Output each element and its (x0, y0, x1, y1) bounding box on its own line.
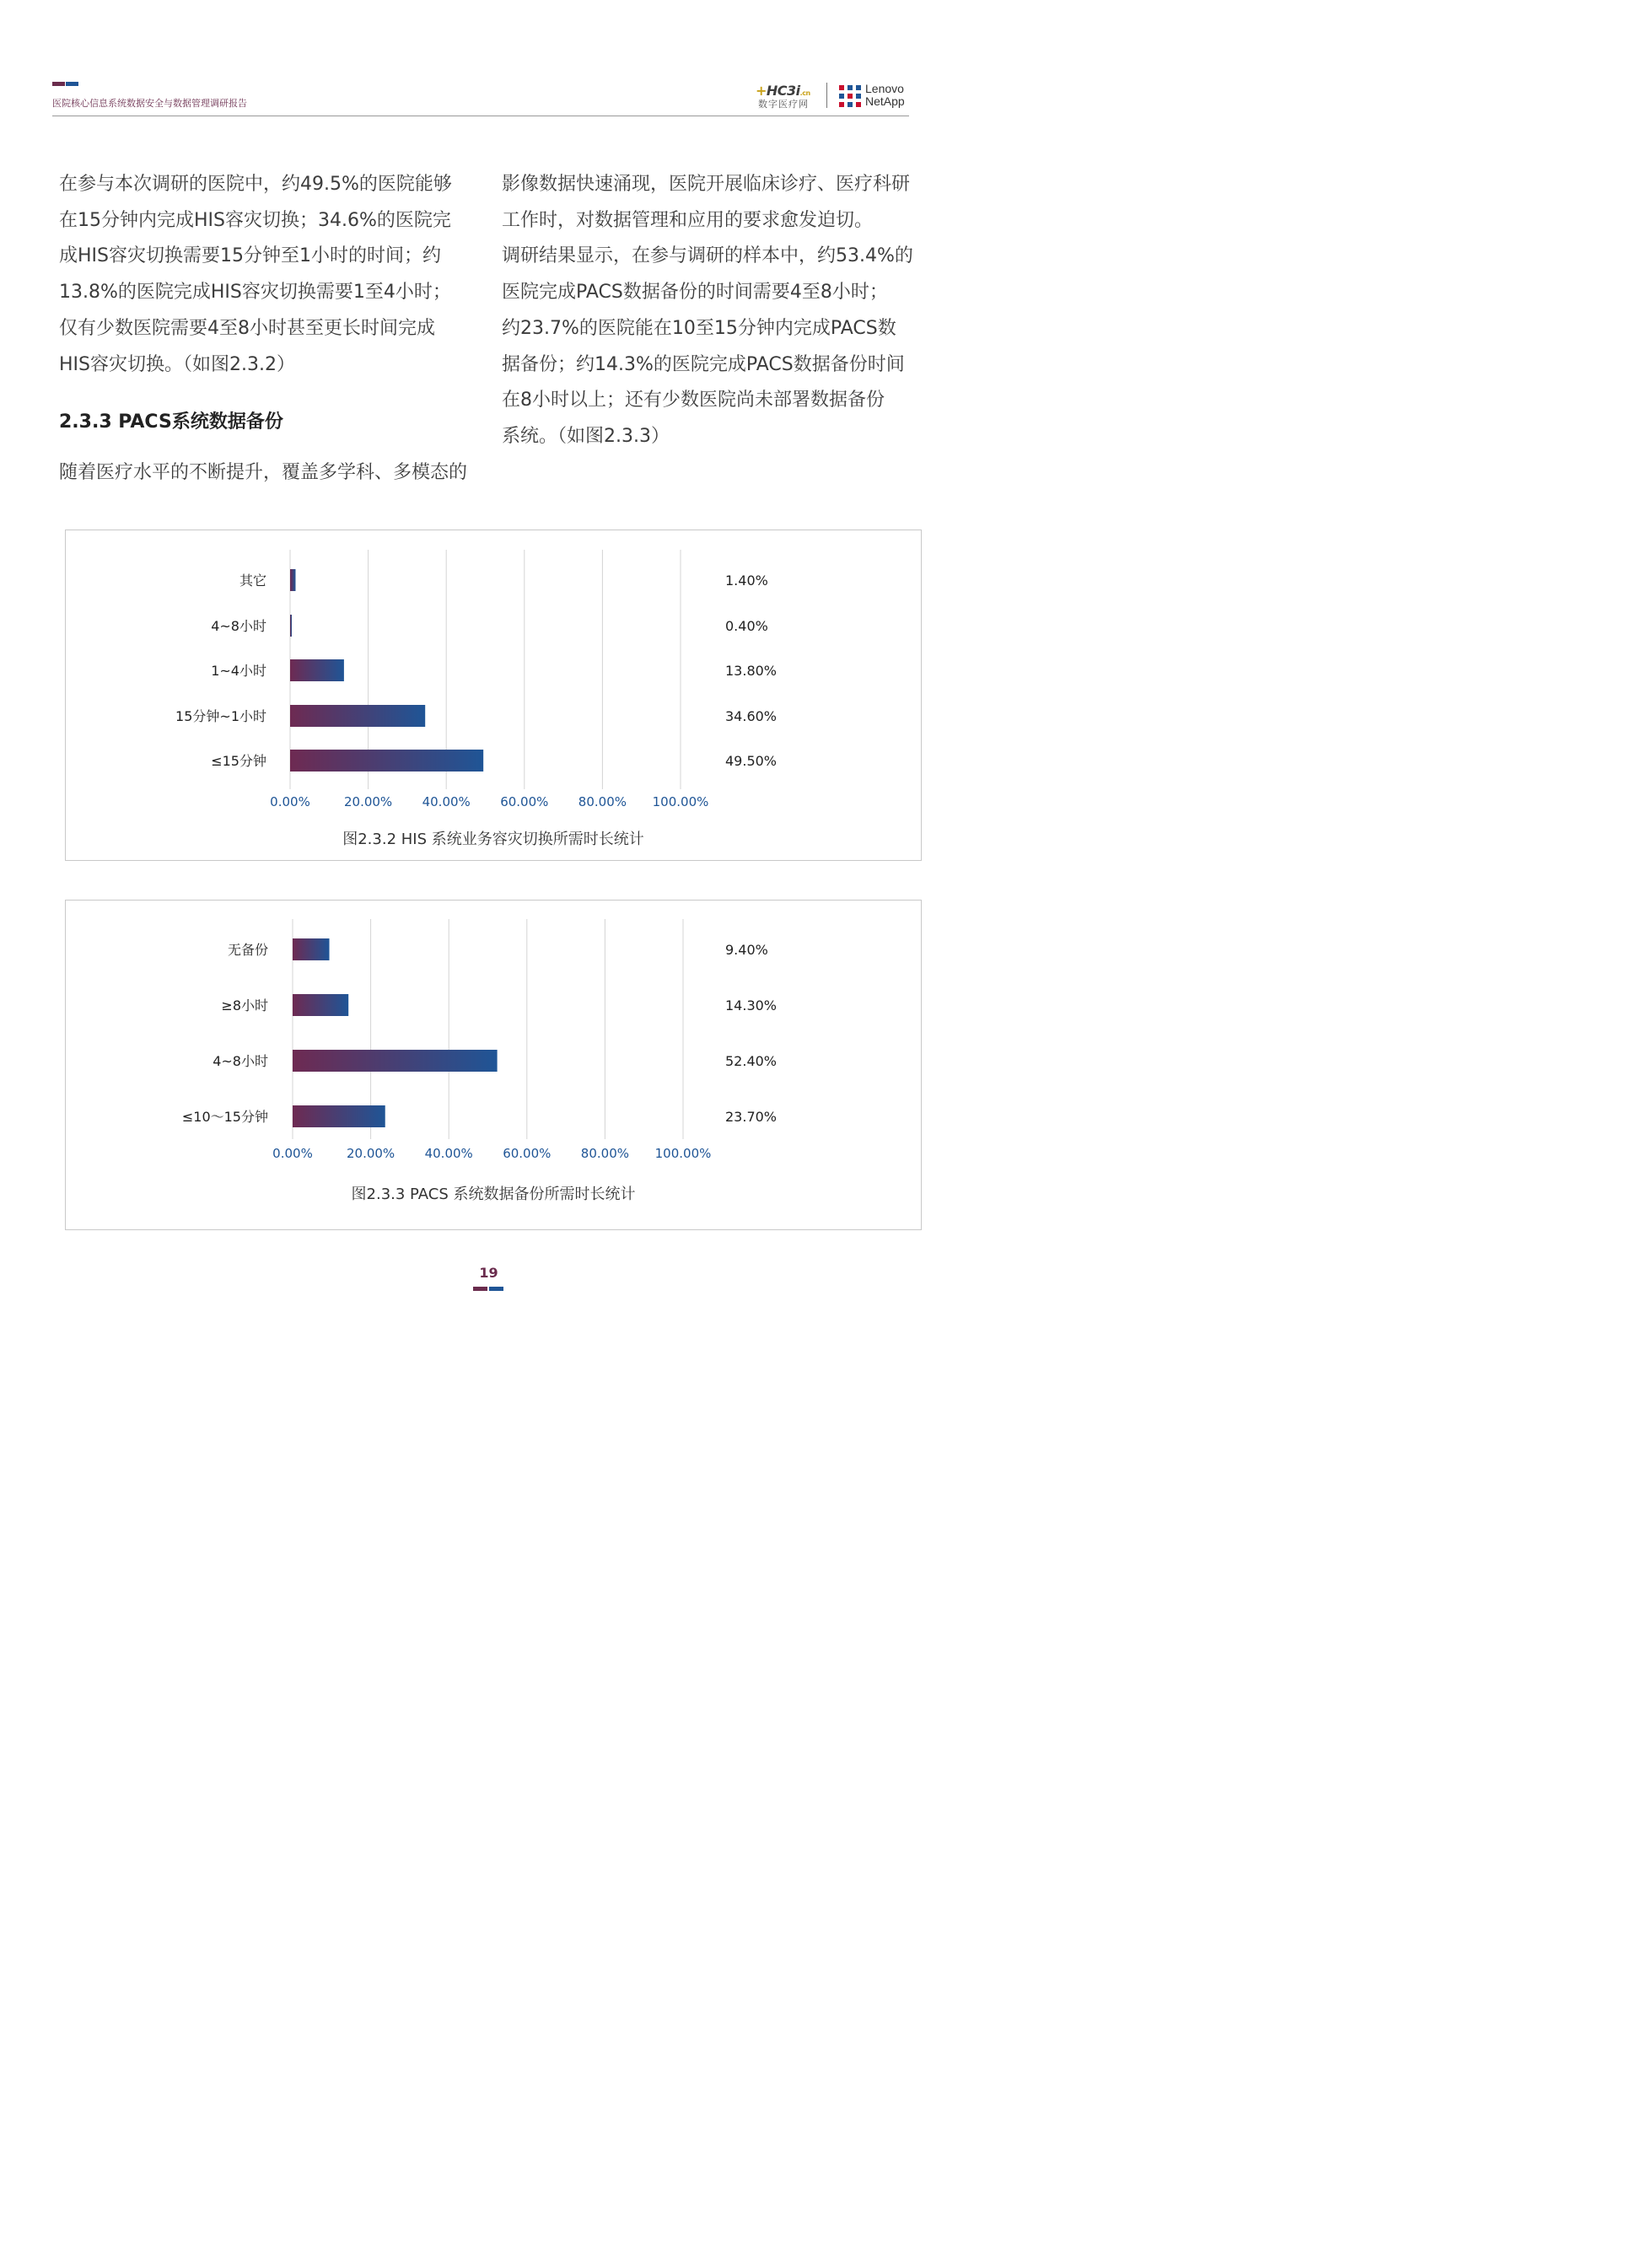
bar (290, 659, 344, 681)
value-label: 1.40% (725, 573, 768, 589)
x-tick-label: 80.00% (580, 1146, 630, 1161)
paragraph-line: 仅有少数医院需要4至8小时甚至更长时间完成 (59, 317, 435, 339)
bar (293, 1050, 498, 1072)
hc3i-chinese-name: 数字医疗网 (758, 99, 809, 110)
bar (293, 994, 348, 1016)
category-label: 1~4小时 (211, 663, 266, 679)
paragraph-line: 据备份；约14.3%的医院完成PACS数据备份时间 (502, 353, 905, 375)
bar (293, 938, 330, 960)
category-label: 无备份 (227, 942, 268, 958)
x-tick-label: 40.00% (424, 1146, 473, 1161)
paragraph-line: 成HIS容灾切换需要15分钟至1小时的时间；约 (59, 245, 441, 267)
category-label: 15分钟~1小时 (175, 708, 266, 724)
bar (290, 615, 292, 637)
value-label: 23.70% (725, 1109, 778, 1125)
paragraph-line: 13.8%的医院完成HIS容灾切换需要1至4小时； (59, 282, 451, 304)
report-title: 医院核心信息系统数据安全与数据管理调研报告 (52, 98, 247, 109)
x-tick-label: 0.00% (270, 794, 310, 809)
his-failover-chart-plot (66, 530, 921, 860)
category-label: 4~8小时 (211, 618, 266, 634)
paragraph-line: 系统。（如图2.3.3） (502, 425, 670, 447)
x-tick-label: 40.00% (422, 794, 471, 809)
x-tick-label: 0.00% (272, 1146, 313, 1161)
footer-accent-maroon (473, 1287, 487, 1291)
hc3i-logo (756, 83, 816, 110)
x-tick-label: 100.00% (652, 794, 709, 809)
bar (290, 750, 483, 772)
hc3i-wordmark: +HC3i.cn (756, 83, 810, 99)
value-label: 34.60% (725, 708, 778, 724)
chart-caption: 图2.3.2 HIS 系统业务容灾切换所需时长统计 (342, 831, 644, 848)
bar (290, 569, 295, 591)
lenovo-netapp-logo-text: Lenovo NetApp (865, 82, 905, 108)
header-accent-blue (66, 82, 78, 86)
chart-caption: 图2.3.3 PACS 系统数据备份所需时长统计 (351, 1186, 636, 1203)
paragraph-line: 工作时，对数据管理和应用的要求愈发迫切。 (502, 209, 874, 231)
value-label: 13.80% (725, 663, 778, 679)
logo-separator (826, 83, 827, 108)
bar (293, 1105, 385, 1127)
paragraph-line: 随着医疗水平的不断提升，覆盖多学科、多模态的 (59, 462, 468, 483)
x-tick-label: 60.00% (500, 794, 549, 809)
x-tick-label: 20.00% (343, 794, 393, 809)
pacs-backup-chart-plot (66, 901, 921, 1229)
value-label: 14.30% (725, 997, 778, 1013)
value-label: 9.40% (725, 942, 768, 958)
value-label: 49.50% (725, 753, 778, 769)
category-label: ≤10～15分钟 (181, 1109, 268, 1125)
pacs-backup-chart (65, 900, 922, 1230)
paragraph-line: 影像数据快速涌现，医院开展临床诊疗、医疗科研 (502, 174, 911, 195)
paragraph-line: 调研结果显示，在参与调研的样本中，约53.4%的 (502, 245, 913, 267)
value-label: 52.40% (725, 1053, 778, 1069)
bar (290, 705, 425, 727)
x-tick-label: 60.00% (503, 1146, 552, 1161)
x-tick-label: 100.00% (654, 1146, 712, 1161)
category-label: 4~8小时 (213, 1053, 268, 1069)
footer-accent-blue (489, 1287, 503, 1291)
paragraph-line: HIS容灾切换。（如图2.3.2） (59, 353, 295, 375)
right-column-paragraph (502, 167, 923, 455)
value-label: 0.40% (725, 618, 768, 634)
header-accent-maroon (52, 82, 65, 86)
category-label: ≤15分钟 (211, 753, 266, 769)
section-heading: 2.3.3 PACS系统数据备份 (59, 411, 283, 433)
x-tick-label: 20.00% (346, 1146, 396, 1161)
paragraph-line: 约23.7%的医院能在10至15分钟内完成PACS数 (502, 317, 896, 339)
paragraph-line: 在15分钟内完成HIS容灾切换；34.6%的医院完 (59, 209, 451, 231)
left-column-paragraph (59, 167, 481, 383)
lenovo-netapp-logo-icon (839, 85, 861, 107)
category-label: ≥8小时 (221, 997, 268, 1013)
x-tick-label: 80.00% (578, 794, 627, 809)
paragraph-line: 在8小时以上；还有少数医院尚未部署数据备份 (502, 390, 885, 411)
category-label: 其它 (239, 573, 266, 589)
page-number: 19 (479, 1265, 498, 1281)
paragraph-line: 医院完成PACS数据备份的时间需要4至8小时； (502, 282, 888, 304)
paragraph-line: 在参与本次调研的医院中，约49.5%的医院能够 (59, 174, 452, 195)
his-failover-chart (65, 530, 922, 861)
